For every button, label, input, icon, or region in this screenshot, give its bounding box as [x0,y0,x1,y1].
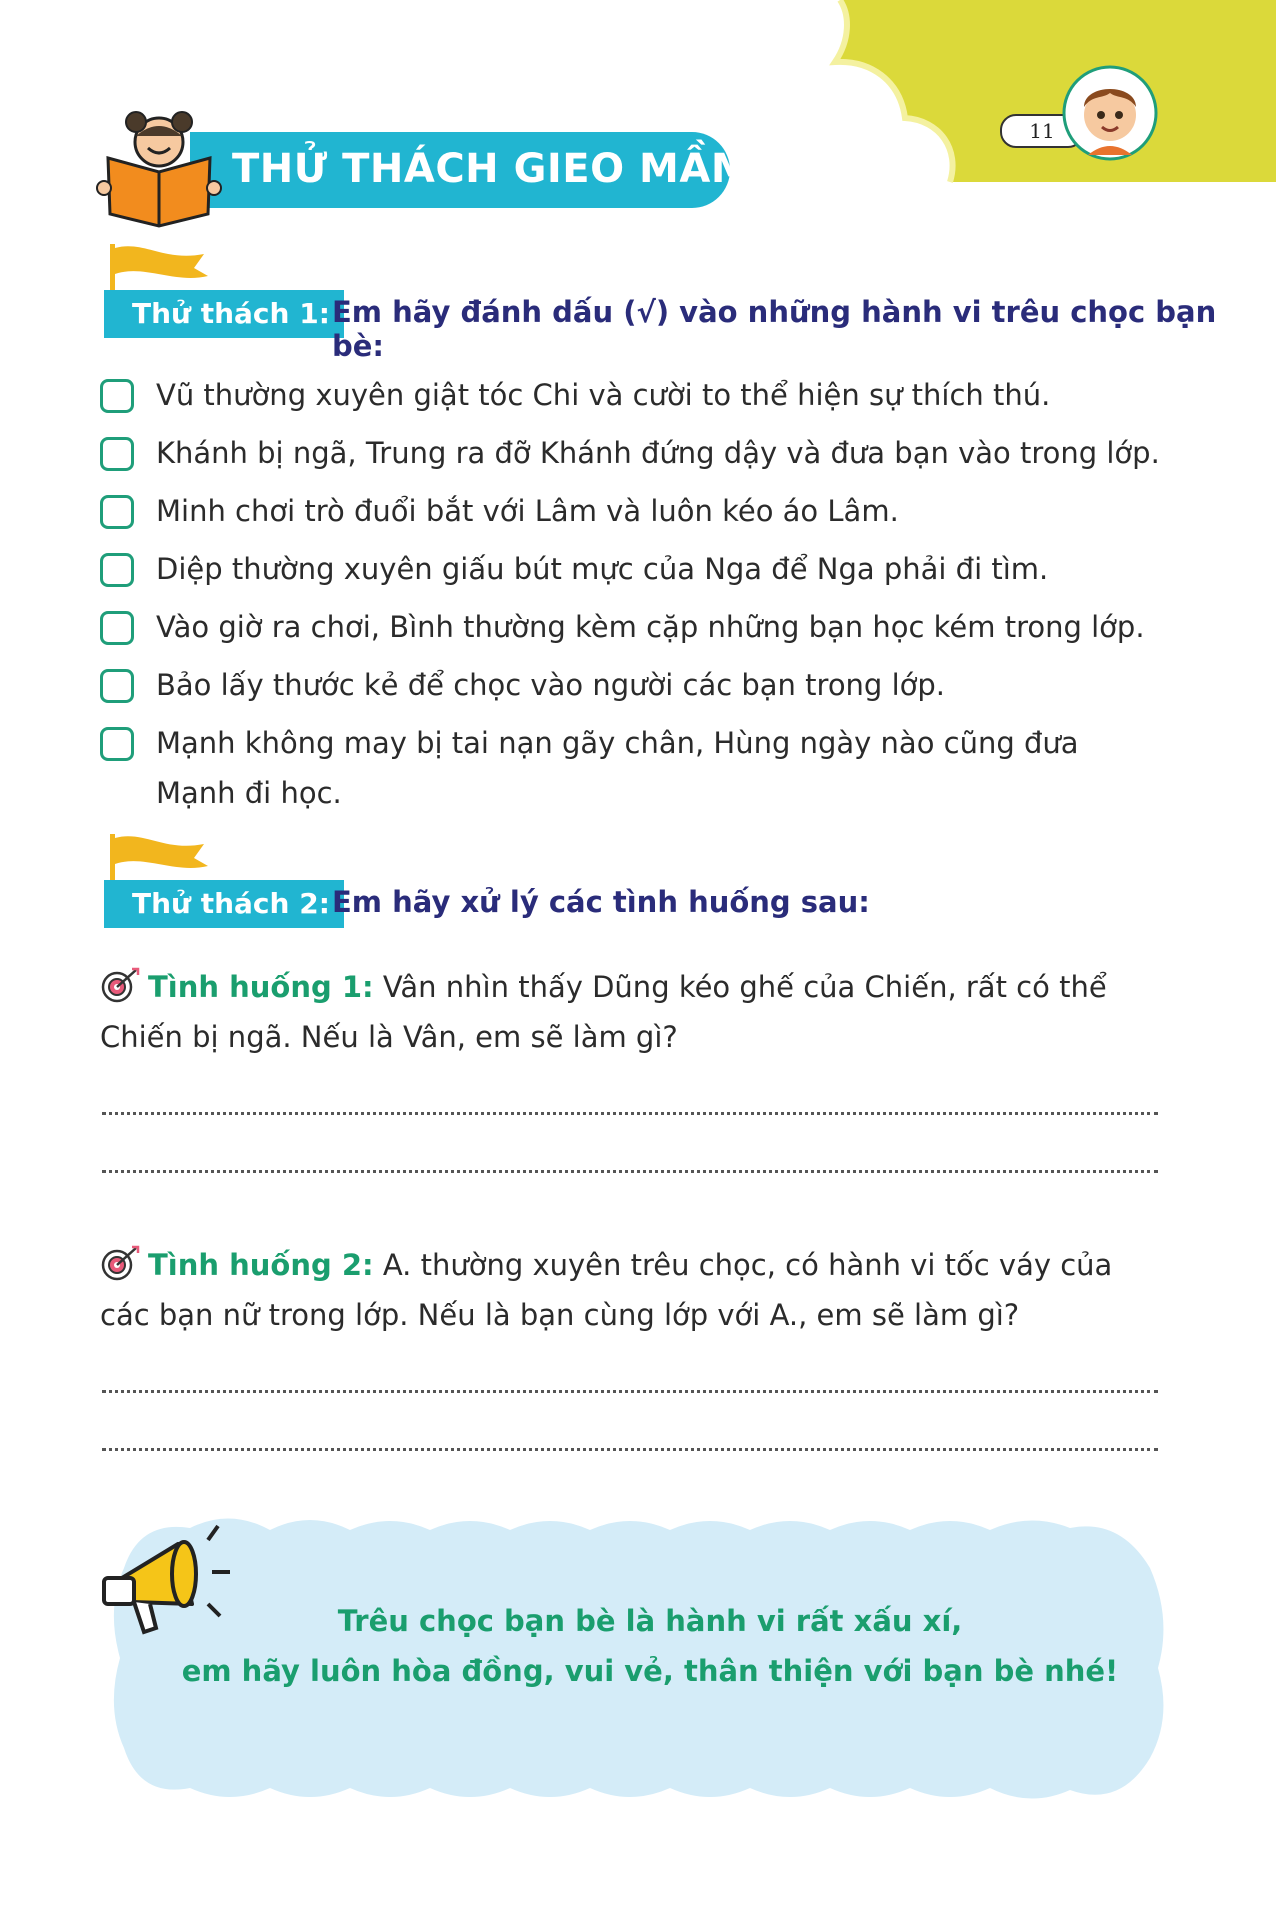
checkbox[interactable] [100,495,134,529]
situation-1-text: Vân nhìn thấy Dũng kéo ghế của Chiến, rất có thể Chiến bị ngã. Nếu là Vân, em sẽ làm gì? [100,970,1107,1054]
checklist-item-text: Vào giờ ra chơi, Bình thường kèm cặp những bạn học kém trong lớp. [156,610,1145,644]
challenge-1-label: Thử thách 1: [104,290,344,338]
answer-line[interactable] [102,1390,1158,1393]
page-title: THỬ THÁCH GIEO MẦM [232,146,752,192]
checklist-item-text: Mạnh không may bị tai nạn gãy chân, Hùng ngày nào cũng đưa Mạnh đi học. [156,726,1079,810]
situation-2 [100,1240,1160,1340]
girl-reading-book-icon [96,108,222,228]
checkbox[interactable] [100,611,134,645]
situation-1-label: Tình huống 1: [148,970,374,1004]
answer-line[interactable] [102,1448,1158,1451]
checklist-item-text: Diệp thường xuyên giấu bút mực của Nga để Nga phải đi tìm. [156,552,1049,586]
answer-line[interactable] [102,1112,1158,1115]
checklist-item-text: Vũ thường xuyên giật tóc Chi và cười to thể hiện sự thích thú. [156,378,1051,412]
checklist-item-text: Bảo lấy thước kẻ để chọc vào người các bạn trong lớp. [156,668,945,702]
situation-1 [100,962,1160,1062]
checklist-item-text: Khánh bị ngã, Trung ra đỡ Khánh đứng dậy và đưa bạn vào trong lớp. [156,436,1160,470]
checkbox[interactable] [100,727,134,761]
challenge-2-prompt: Em hãy xử lý các tình huống sau: [332,885,870,919]
checklist-item-text: Minh chơi trò đuổi bắt với Lâm và luôn kéo áo Lâm. [156,494,899,528]
note-line-2: em hãy luôn hòa đồng, vui vẻ, thân thiện với bạn bè nhé! [181,1654,1119,1688]
page-number: 11 [1000,114,1084,148]
checkbox[interactable] [100,669,134,703]
checkbox[interactable] [100,437,134,471]
target-icon [100,967,140,1003]
challenge-1-prompt: Em hãy đánh dấu (√) vào những hành vi trêu chọc bạn bè: [332,295,1217,363]
answer-line[interactable] [102,1170,1158,1173]
target-icon [100,1245,140,1281]
challenge-2-label: Thử thách 2: [104,880,344,928]
boy-avatar-icon [1062,65,1158,161]
situation-2-text: A. thường xuyên trêu chọc, có hành vi tốc váy của các bạn nữ trong lớp. Nếu là bạn cùng lớp với A., em sẽ làm gì? [100,1248,1113,1332]
checkbox[interactable] [100,553,134,587]
note-line-1: Trêu chọc bạn bè là hành vi rất xấu xí, [337,1604,963,1638]
checkbox[interactable] [100,379,134,413]
situation-2-label: Tình huống 2: [148,1248,374,1282]
